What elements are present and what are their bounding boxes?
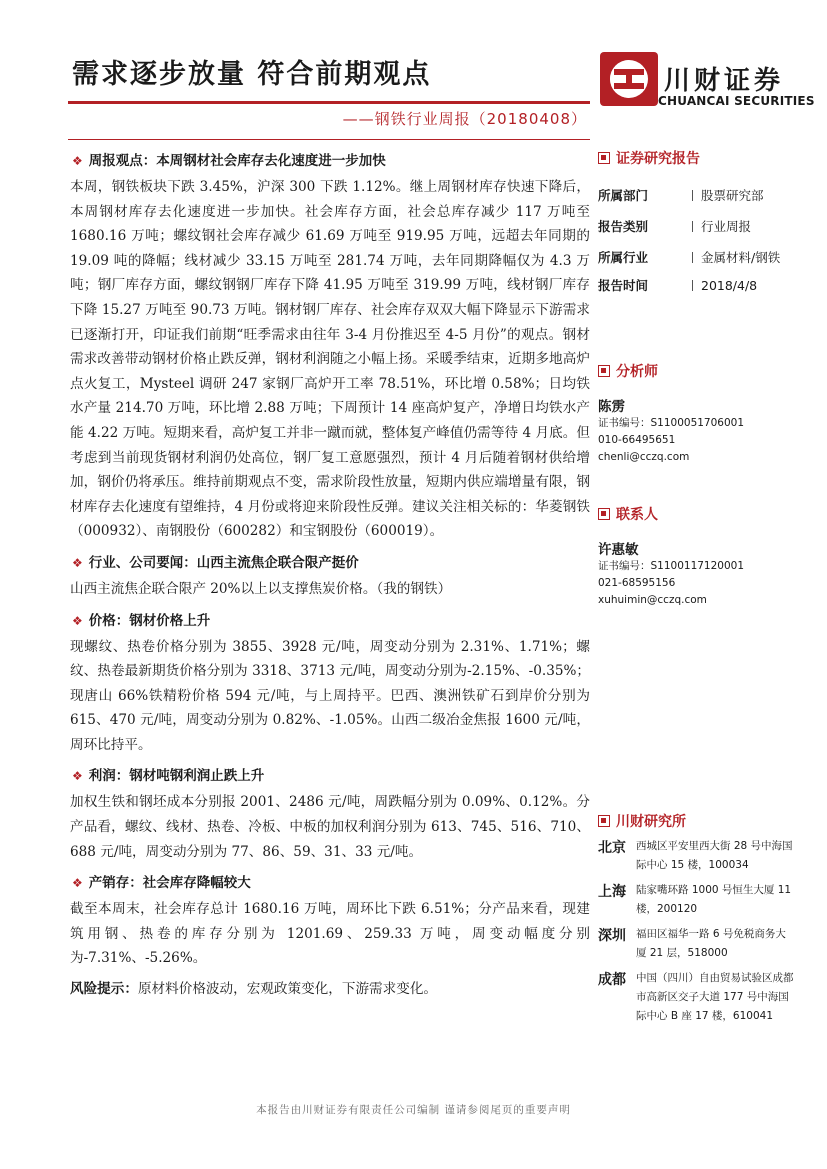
section-heading: ❖ 周报观点：本周钢材社会库存去化速度进一步加快 <box>72 153 386 169</box>
contact-phone: 021-68595156 <box>598 577 676 589</box>
analyst-heading: 分析师 <box>598 361 798 383</box>
risk-text: 原材料价格波动，宏观政策变化，下游需求变化。 <box>137 981 438 998</box>
meta-row: 报告类别 行业周报 <box>598 219 752 234</box>
diamond-bullet-icon: ❖ <box>72 876 83 891</box>
institute-heading: 川财研究所 <box>598 811 798 833</box>
logo-chinese-name: 川财证券 <box>664 66 785 96</box>
office-shanghai: 上海 陆家嘴环路 1000 号恒生大厦 11 楼，200120 <box>598 884 792 915</box>
header-rule <box>68 101 590 104</box>
contact-email[interactable]: xuhuimin@cczq.com <box>598 594 707 606</box>
header-rule-bottom <box>68 139 590 140</box>
contact-heading: 联系人 <box>598 504 798 526</box>
analyst-phone: 010-66495651 <box>598 434 676 446</box>
report-info-heading: 证券研究报告 <box>598 148 798 170</box>
section-heading: ❖ 价格：钢材价格上升 <box>72 612 211 629</box>
diamond-bullet-icon: ❖ <box>72 769 83 784</box>
section-marker-icon <box>598 815 610 827</box>
section-marker-icon <box>598 365 610 377</box>
section-paragraph: 山西主流焦企联合限产 20%以上以支撑焦炭价格。（我的钢铁） <box>70 580 452 597</box>
office-beijing: 北京 西城区平安里西大街 28 号中海国际中心 15 楼，100034 <box>598 840 793 871</box>
section-heading: ❖ 利润：钢材吨钢利润止跌上升 <box>72 768 265 785</box>
diamond-bullet-icon: ❖ <box>72 555 83 570</box>
section-paragraph: 现螺纹、热卷价格分别为 3855、3928 元/吨，周变动分别为 2.31%、1.71%；螺纹、热卷最新期货价格分别为 3318、3713 元/吨，周变动分别为-2.15%、-0.35%；现唐山 66%铁精粉价格 594 元/吨，与上周持平。巴西、澳洲铁矿石到岸价分别为 615、470 元/吨，周变动分别为 0.82%、-1.05%。山西二级冶金焦报 1600 元/吨，周环比持平。 <box>70 638 590 753</box>
meta-row: 所属行业 金属材料/钢铁 <box>598 250 781 265</box>
company-logo-icon <box>600 52 658 106</box>
office-chengdu: 成都 中国（四川）自由贸易试验区成都市高新区交子大道 177 号中海国际中心 B 座 17 楼，610041 <box>598 972 794 1022</box>
logo-english-name: CHUANCAI SECURITIES <box>658 94 815 108</box>
sidebar <box>598 148 798 1032</box>
page-title: 需求逐步放量 符合前期观点 <box>72 59 432 90</box>
diamond-bullet-icon: ❖ <box>72 613 83 628</box>
footer-disclaimer: 本报告由川财证券有限责任公司编制 谨请参阅尾页的重要声明 <box>256 1104 571 1116</box>
section-heading: ❖ 行业、公司要闻：山西主流焦企联合限产挺价 <box>72 554 359 571</box>
risk-label: 风险提示： <box>70 981 138 998</box>
meta-row: 所属部门 股票研究部 <box>598 188 764 203</box>
diamond-bullet-icon: ❖ <box>72 154 83 168</box>
section-marker-icon <box>598 508 610 520</box>
risk-warning <box>70 977 590 1002</box>
contact-cert: 证书编号：S1100117120001 <box>598 560 745 572</box>
section-heading: ❖ 产销存：社会库存降幅较大 <box>72 875 251 892</box>
report-subtitle: ——钢铁行业周报（20180408） <box>342 110 587 128</box>
section-marker-icon <box>598 152 610 164</box>
office-shenzhen: 深圳 福田区福华一路 6 号免税商务大厦 21 层，518000 <box>598 928 786 959</box>
section-paragraph: 截至本周末，社会库存总计 1680.16 万吨，周环比下跌 6.51%；分产品来看，现建筑用钢、热卷的库存分别为 1201.69、259.33 万吨，周变动幅度分别为-7.31%、-5.26%。 <box>70 901 590 967</box>
analyst-email[interactable]: chenli@cczq.com <box>598 451 690 463</box>
contact-name: 许惠敏 <box>598 542 639 558</box>
main-column <box>70 148 590 1008</box>
section-paragraph: 加权生铁和钢坯成本分别报 2001、2486 元/吨，周跌幅分别为 0.09%、0.12%。分产品看，螺纹、线材、热卷、冷板、中板的加权利润分别为 613、745、516、710、688 元/吨，周变动分别为 77、86、59、31、33 元/吨。 <box>70 794 590 860</box>
meta-row: 报告时间 2018/4/8 <box>598 278 758 293</box>
section-paragraph: 本周，钢铁板块下跌 3.45%，沪深 300 下跌 1.12%。继上周钢材库存快速下降后，本周钢材库存去化速度进一步加快。社会库存方面，社会总库存减少 117 万吨至 1680.16 万吨；螺纹钢社会库存减少 61.69 万吨至 919.95 万吨，远超去年同期的 19.09 吨的降幅；线材减少 33.15 万吨至 281.74 万吨，去年同期降幅仅为 4.3 万吨；钢厂库存方面，螺纹钢钢厂库存下降 41.95 万吨至 319.99 万吨，线材钢厂库存下降 15.27 万吨至 90.73 万吨。钢材钢厂库存、社会库存双双大幅下降显示下游需求已逐渐打开，印证我们前期“旺季需求由往年 3-4 月份推迟至 4-5 月份”的观点。钢材需求改善带动钢材价格止跌反弹，钢材利润随之小幅上扬。采暖季结束，近期多地高炉点火复工，Mysteel 调研 247 家钢厂高炉开工率 78.51%，环比增 0.58%；日均铁水产量 214.70 万吨，环比增 2.88 万吨；下周预计 14 座高炉复产，净增日均铁水产能 4.22 万吨。短期来看，高炉复工并非一蹴而就，整体复产峰值仍需等待 4 月底。但考虑到当前现货钢材利润仍处高位，钢厂复工意愿强烈，预计 4 月后随着钢材供给增加，钢价仍将承压。维持前期观点不变，需求阶段性放量，短期内供应端增量有限，钢材库存去化速度有望维持，4 月份或将迎来阶段性反弹。建议关注相关标的：华菱钢铁（000932）、南钢股份（600282）和宝钢股份（600019）。 <box>70 179 590 540</box>
analyst-cert: 证书编号：S1100051706001 <box>598 417 745 429</box>
analyst-name: 陈雳 <box>598 399 625 415</box>
